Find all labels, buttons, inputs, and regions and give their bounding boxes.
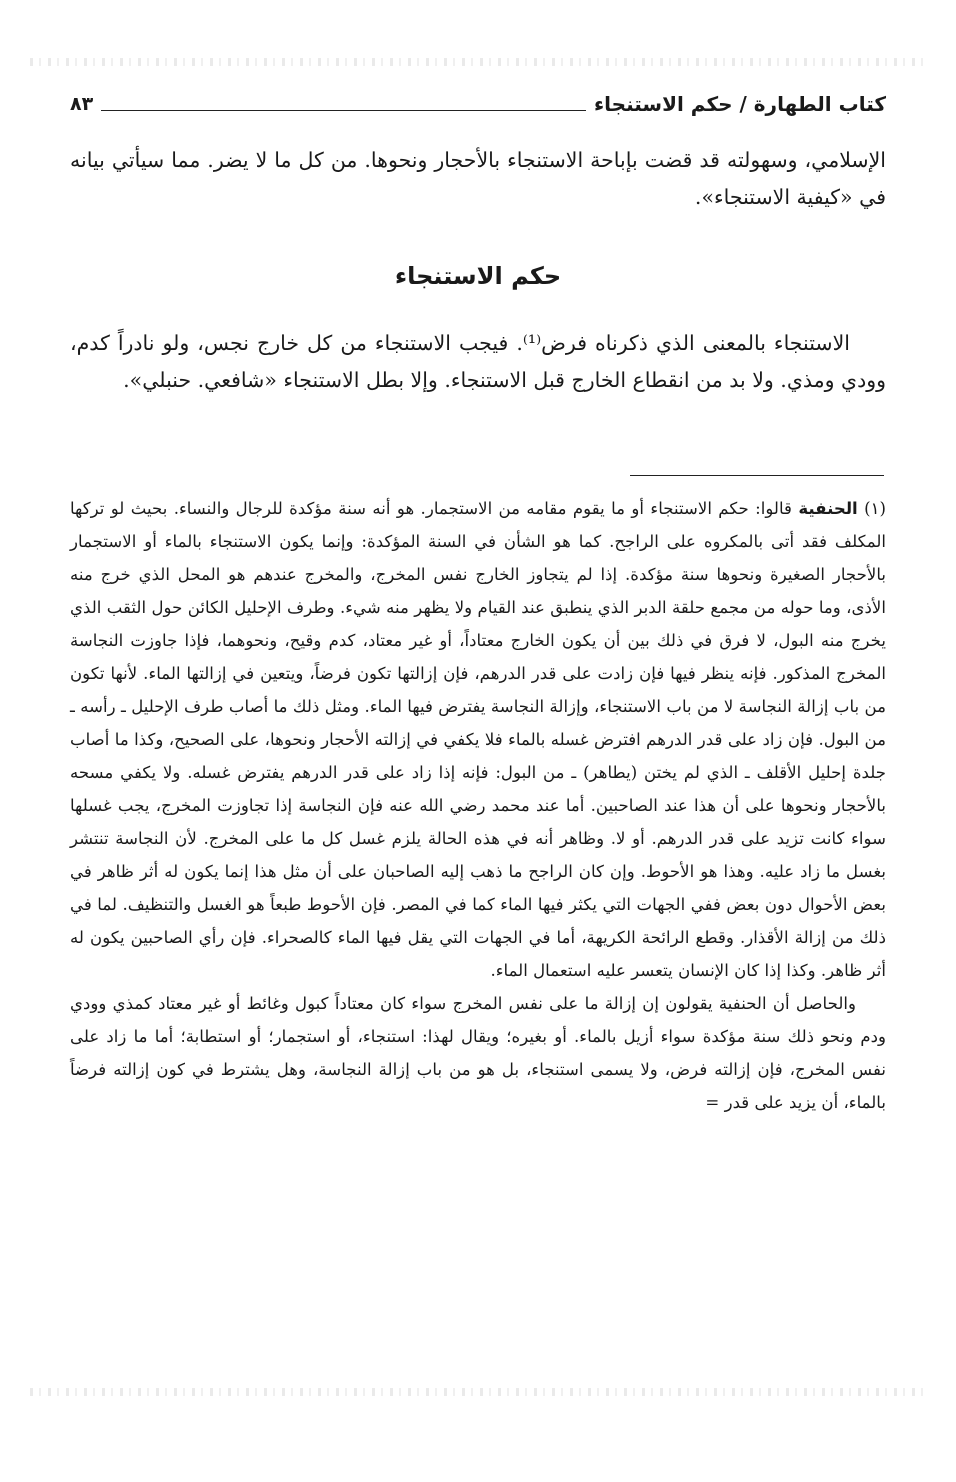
page-number: ٨٣ — [70, 93, 94, 115]
main-paragraph: الاستنجاء بالمعنى الذي ذكرناه فرض⁽¹⁾. فيجب الاستنجاء من كل خارج نجس، ولو نادراً كدم، وودي ومذي. ولا بد من انقطاع الخارج قبل الاستنجاء. وإلا بطل الاستنجاء «شافعي. حنبلي». — [70, 331, 886, 392]
intro-paragraph: الإسلامي، وسهولته قد قضت بإباحة الاستنجاء بالأحجار ونحوها. من كل ما لا يضر. مما سيأتي بيانه في «كيفية الاستنجاء». — [70, 148, 886, 209]
header-rule — [101, 110, 586, 111]
footnote-text: قالوا: حكم الاستنجاء أو ما يقوم مقامه من الاستجمار. هو أنه سنة مؤكدة للرجال والنساء. بحيث لو تركها المكلف فقد أتى بالمكروه على الراجح. كما هو الشأن في السنة المؤكدة: وإنما يكون الاستنجاء بالماء أو الاستجمار بالأحجار الصغيرة ونحوها سنة مؤكدة. إذا لم يتجاوز الخارج نفس المخرج، والمخرج عندهم هو المحل الذي خرج منه الأذى، وما حوله من مجمع حلقة الدبر الذي ينطبق عند القيام ولا يظهر منه شيء. وطرف الإحليل الكائن حول الثقب الذي يخرج منه البول، لا فرق في ذلك بين أن يكون الخارج معتاداً، أو غير معتاد، كدم وقيح، ونحوهما، فإذا جاوزت النجاسة المخرج المذكور. فإنه ينظر فيها فإن زادت على قدر الدرهم، فإن إزالتها تكون فرضاً، ويتعين في إزالتها الماء. لأنها تكون من باب إزالة النجاسة لا من باب الاستنجاء، وإزالة النجاسة يفترض فيها الماء. ومثل ذلك ما أصاب طرف الإحليل ـ رأسه ـ من البول. فإن زاد على قدر الدرهم افترض غسله بالماء فلا يكفي في إزالته الأحجار ونحوها، على الصحيح، وكذا ما أصاب جلدة إحليل الأقلف ـ الذي لم يختن (يطاهر) ـ من البول: فإنه إذا زاد على قدر الدرهم يفترض غسله. ولا يكفي مسحه بالأحجار ونحوها على أن هذا عند الصاحبين. أما عند محمد رضي الله عنه فإن النجاسة إذا تجاوزت المخرج، يجب غسلها سواء كانت تزيد على قدر الدرهم. أو لا. وظاهر أنه في هذه الحالة يلزم غسل كل ما على المخرج. لأن النجاسة تنتشر بغسل ما زاد عليه. وهذا هو الأحوط. وإن كان الراجح ما ذهب إليه الصاحبان على أن مثل هذا إنما يكون له أثر ظاهر في بعض الأحوال دون بعض ففي الجهات التي يكثر فيها الماء كما في المصر. فإن الأحوط طبعاً هو الغسل والتنظيف. لما في ذلك من إزالة الأقذار. وقطع الرائحة الكريهة، أما في الجهات التي يقل فيها الماء كالصحراء. فإن رأي الصاحبين يكون له أثر ظاهر. وكذا إذا كان الإنسان يتعسر عليه استعمال الماء. — [70, 499, 886, 980]
footnote-continuation: والحاصل أن الحنفية يقولون إن إزالة ما على نفس المخرج سواء كان معتاداً كبول وغائط أو غير معتاد كمذي وودي ودم ونحو ذلك سنة مؤكدة سواء أزيل بالماء. أو بغيره؛ ويقال لهذا: استنجاء، أو استجمار؛ أو استطابة؛ أما ما زاد على نفس المخرج، فإن إزالته فرض، ولا يسمى استنجاء، بل هو من باب إزالة النجاسة، وهل يشترط في كون إزالته فرضاً بالماء، أن يزيد على قدر = — [70, 994, 886, 1112]
header-title: كتاب الطهارة / حكم الاستنجاء — [593, 92, 886, 116]
scan-artifact-bottom — [30, 1388, 930, 1396]
footnote-separator — [630, 475, 884, 476]
footnote-label: الحنفية — [798, 499, 858, 518]
footnote-marker: (١) — [864, 499, 886, 518]
scan-artifact-top — [30, 58, 930, 66]
section-title: حكم الاستنجاء — [394, 262, 562, 290]
running-header — [70, 86, 886, 122]
footnote-paragraph — [70, 492, 886, 987]
footnote-block — [70, 492, 886, 1119]
